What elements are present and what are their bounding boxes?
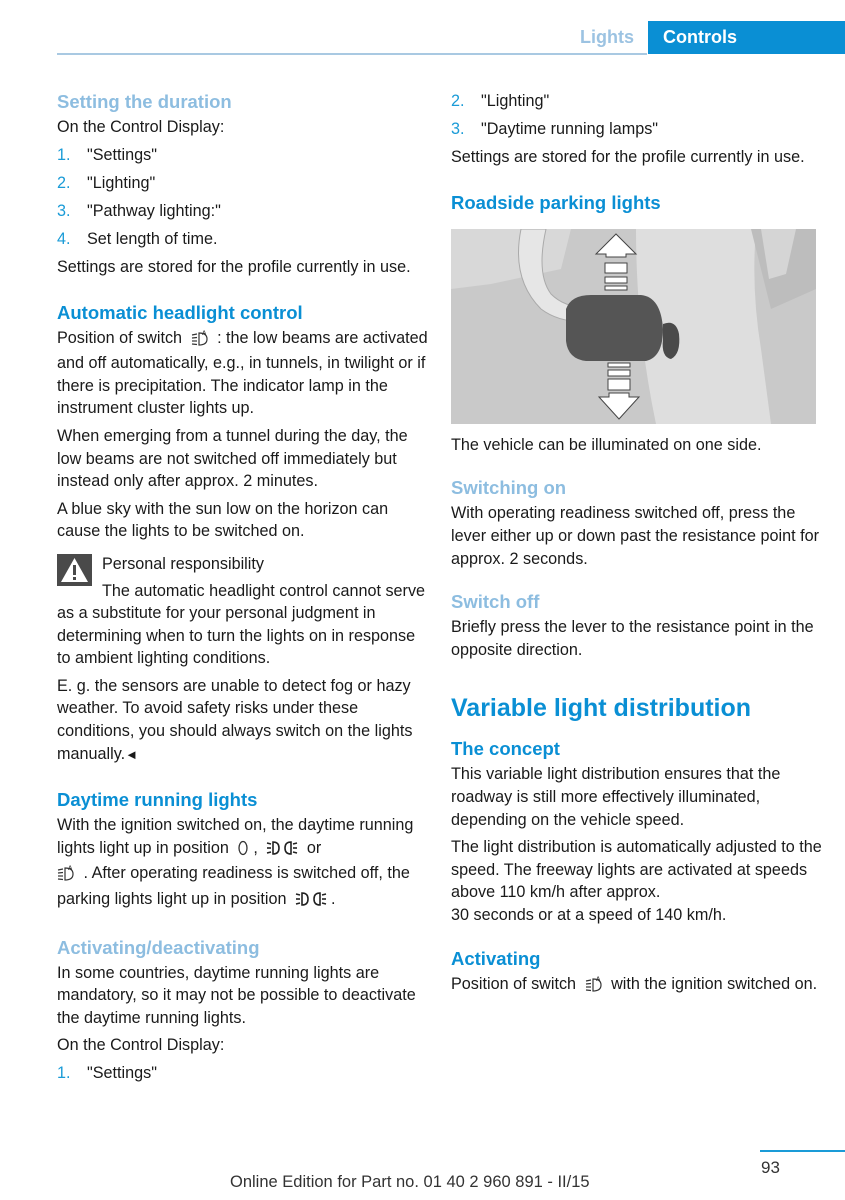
control-display-intro-2: On the Control Display: [57,1036,225,1055]
auto-headlight-icon [585,976,603,999]
concept-p1: This variable light distribution ensures that the roadway is still more effectively illuminated, depending on the vehicle speed. [451,765,781,829]
step-item: 3. "Pathway lighting:" [57,201,221,220]
roadside-caption: The vehicle can be illuminated on one side. [451,435,762,454]
heading-switch-off: Switch off [451,591,540,613]
auto-headlight-p1: Position of switch A : the low beams are activated and off automatically, e.g., in tunnels, in twilight or if there is precipitation. The indicator lamp in the instrument cluster lights up. [57,328,428,418]
daytime-p1: With the ignition switched on, the daytime running lights light up in position , or A . After operating readiness is switched off, the parking lights light up in position . [57,814,429,913]
auto-headlight-p2: When emerging from a tunnel during the day, the low beams are not switched off immediately but instead only after approx. 2 minutes. [57,426,408,491]
heading-activating: Activating [451,947,541,969]
duration-steps [57,144,429,251]
daytime-steps-continued [451,90,823,141]
profile-note: Settings are stored for the profile currently in use. [57,257,411,276]
left-column [57,88,429,1090]
activating-text: Position of switch A with the ignition switched on. [451,973,823,999]
auto-headlight-p3: A blue sky with the sun low on the horizon can cause the lights to be switched on. [57,499,389,541]
page-header [0,0,845,54]
parking-lights-icon [266,840,298,863]
end-mark-icon: ◄ [125,746,138,762]
step-item: 1. "Settings" [57,1064,157,1082]
chapter-tab: Controls [648,21,845,54]
warning-triangle-icon [57,554,92,586]
parking-lights-icon [295,891,327,914]
heading-variable-light-distribution: Variable light distribution [451,694,752,723]
step-item: 4. Set length of time. [57,229,218,248]
step-item: 2. "Lighting" [57,173,156,192]
edition-footer: Online Edition for Part no. 01 40 2 960 891 - II/15 [230,1173,590,1191]
switch-off-text: Briefly press the lever to the resistance point in the opposite direction. [451,618,814,659]
warning-title: Personal responsibility [102,554,264,573]
section-label: Lights [580,27,634,47]
svg-text:A: A [68,866,73,873]
control-display-intro: On the Control Display: [57,118,225,136]
switching-on-text: With operating readiness switched off, press the lever either up or down past the resistance point for approx. 2 seconds. [451,504,820,568]
right-column [451,88,823,1003]
heading-the-concept: The concept [451,738,560,760]
activating-deactivating-p1: In some countries, daytime running lights are mandatory, so it may not be possible to deactivate the daytime running lights. [57,963,416,1027]
warning-body: The automatic headlight control cannot serve as a substitute for your personal judgment in determining when to turn the lights on in response to ambient lighting conditions. [57,581,426,668]
svg-text:A: A [595,976,600,983]
heading-setting-duration: Setting the duration [57,91,232,112]
heading-activating-deactivating: Activating/deactivating [57,936,260,958]
step-item: 1. "Settings" [57,145,157,164]
warning-p2: E. g. the sensors are unable to detect fog or hazy weather. To avoid safety risks under these conditions, you should always switch on the lights manually.◄ [57,676,413,763]
header-rule [57,53,647,55]
position-zero-icon [237,840,249,863]
auto-headlight-icon [57,865,75,888]
turn-signal-lever-illustration [451,229,816,424]
heading-switching-on: Switching on [451,477,567,499]
heading-daytime-running: Daytime running lights [57,789,258,811]
step-item: 2. "Lighting" [451,92,550,110]
step-item: 3. "Daytime running lamps" [451,120,659,139]
page-number-rule [760,1150,845,1152]
svg-text:A: A [201,330,206,337]
warning-box [57,553,429,576]
auto-headlight-icon [191,330,209,353]
heading-auto-headlight: Automatic headlight control [57,301,303,323]
page-number: 93 [761,1158,780,1177]
concept-p2: The light distribution is automatically adjusted to the speed. The freeway lights are activated at speeds above 110 km/h after approx. 30 seconds or at a speed of 140 km/h. [451,838,822,924]
heading-roadside-parking: Roadside parking lights [451,191,661,213]
daytime-steps [57,1062,429,1085]
profile-note-2: Settings are stored for the profile currently in use. [451,148,805,167]
